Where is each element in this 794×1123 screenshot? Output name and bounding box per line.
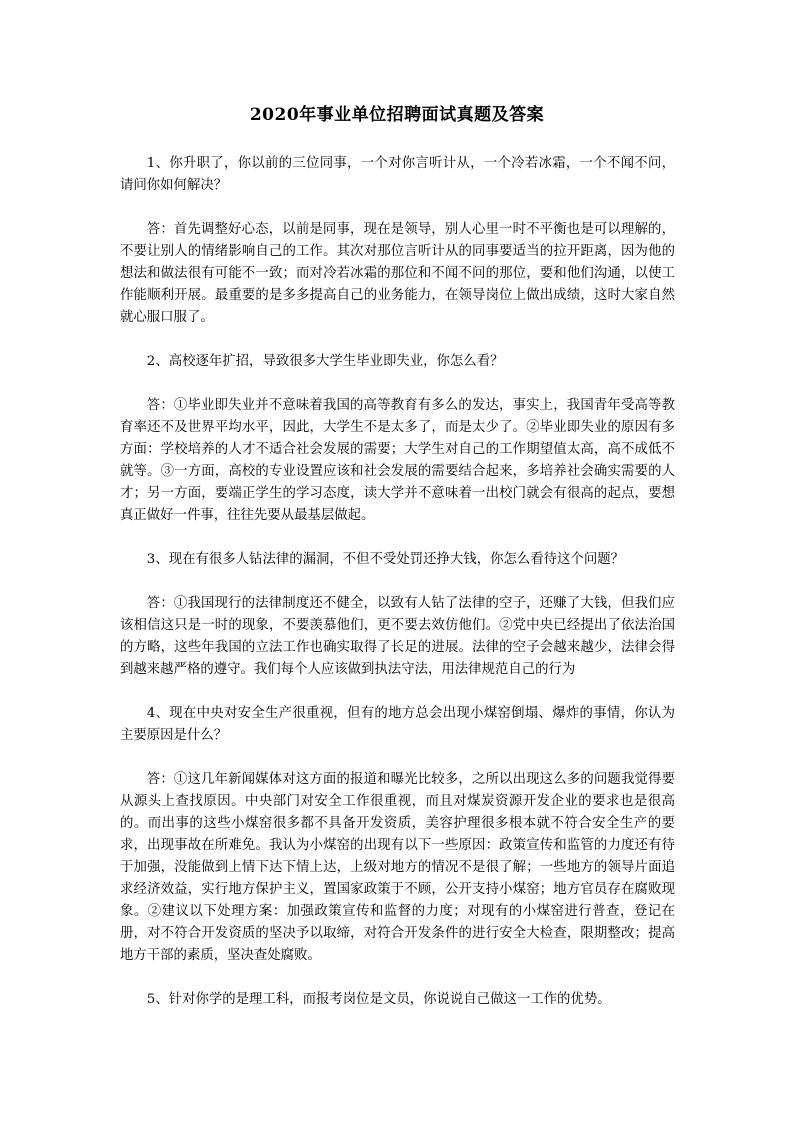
document-body [120, 153, 675, 1033]
question-4: 4、现在中央对安全生产很重视，但有的地方总会出现小煤窑倒塌、爆炸的事情，你认为主要原因是什么？ [120, 706, 675, 743]
document-title: 2020年事业单位招聘面试真题及答案 [249, 105, 545, 125]
question-2: 2、高校逐年扩招，导致很多大学生毕业即失业，你怎么看？ [146, 354, 504, 369]
answer-3: 答：①我国现行的法律制度还不健全，以致有人钻了法律的空子，还赚了大钱，但我们应该相信这只是一时的现象，不要羡慕他们，更不要去效仿他们。②党中央已经提出了依法治国的方略，这些年我国的立法工作也确实取得了长足的进展。法律的空子会越来越少，法律会得到越来越严格的遵守。我们每个人应该做到执法守法，用法律规范自己的行为 [120, 596, 675, 677]
question-5: 5、针对你学的是理工科，而报考岗位是文员，你说说自己做这一工作的优势。 [146, 992, 611, 1007]
question-1: 1、你升职了，你以前的三位同事，一个对你言听计从，一个冷若冰霜，一个不闻不问，请问你如何解决？ [120, 156, 675, 193]
answer-4: 答：①这几年新闻媒体对这方面的报道和曝光比较多，之所以出现这么多的问题我觉得要从源头上查找原因。中央部门对安全工作很重视，而且对煤炭资源开发企业的要求也是很高的。而出事的这些小煤窑很多都不具备开发资质，美容护理很多根本就不符合安全生产的要求，出现事故在所难免。我认为小煤窑的出现有以下一些原因：政策宣传和监管的力度还有待于加强，没能做到上情下达下情上达，上级对地方的情况不是很了解；一些地方的领导片面追求经济效益，实行地方保护主义，置国家政策于不顾，公开支持小煤窑；地方官员存在腐败现象。②建议以下处理方案：加强政策宣传和监督的力度；对现有的小煤窑进行普查，登记在册，对不符合开发资质的坚决予以取缔，对符合开发条件的进行安全大检查，限期整改；提高地方干部的素质，坚决查处腐败。 [120, 772, 675, 963]
answer-2: 答：①毕业即失业并不意味着我国的高等教育有多么的发达，事实上，我国青年受高等教育率还不及世界平均水平，因此，大学生不是太多了，而是太少了。②毕业即失业的原因有多方面：学校培养的人才不适合社会发展的需要；大学生对自己的工作期望值太高，高不成低不就等。③一方面，高校的专业设置应该和社会发展的需要结合起来，多培养社会确实需要的人才；另一方面，要端正学生的学习态度，读大学并不意味着一出校门就会有很高的起点，要想真正做好一件事，往往先要从最基层做起。 [120, 398, 675, 523]
question-3: 3、现在有很多人钻法律的漏洞，不但不受处罚还挣大钱，你怎么看待这个问题？ [146, 552, 624, 567]
answer-1: 答：首先调整好心态，以前是同事，现在是领导，别人心里一时不平衡也是可以理解的，不要让别人的情绪影响自己的工作。其次对那位言听计从的同事要适当的拉开距离，因为他的想法和做法很有可能不一致；而对冷若冰霜的那位和不闻不问的那位，要和他们沟通，以使工作能顺利开展。最重要的是多多提高自己的业务能力，在领导岗位上做出成绩，这时大家自然就心服口服了。 [120, 222, 675, 325]
